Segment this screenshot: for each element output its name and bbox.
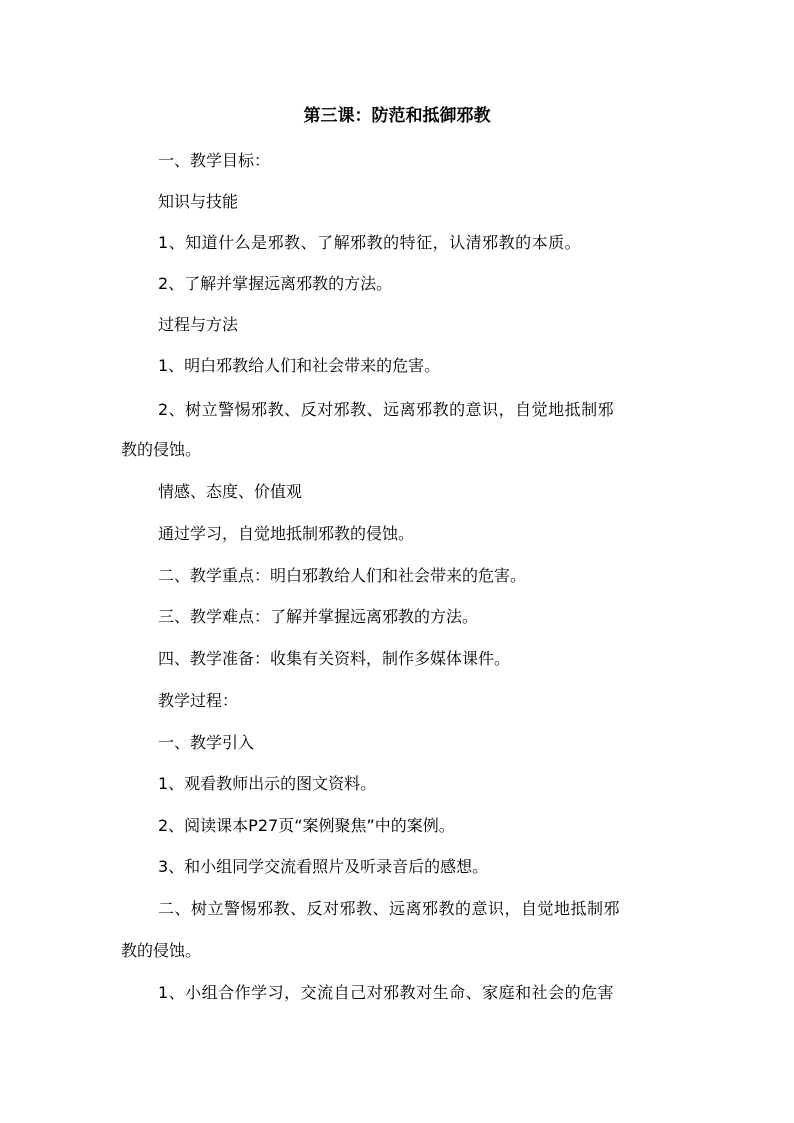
paragraph-line: 1、明白邪教给人们和社会带来的危害。 — [158, 356, 441, 375]
paragraph-line: 2、了解并掌握远离邪教的方法。 — [158, 274, 393, 293]
paragraph-line: 1、观看教师出示的图文资料。 — [158, 774, 377, 793]
subheading-process-method: 过程与方法 — [158, 315, 239, 334]
paragraph-line: 3、和小组同学交流看照片及听录音后的感想。 — [158, 857, 489, 876]
paragraph-line-continuation: 教的侵蚀。 — [121, 440, 202, 459]
subheading-knowledge-skills: 知识与技能 — [158, 192, 239, 211]
section-heading-key-point: 二、教学重点：明白邪教给人们和社会带来的危害。 — [158, 566, 527, 585]
section-heading-awareness: 二、树立警惕邪教、反对邪教、远离邪教的意识，自觉地抵制邪 — [158, 899, 621, 918]
section-heading-objectives: 一、教学目标： — [158, 151, 271, 170]
section-heading-introduction: 一、教学引入 — [158, 733, 255, 752]
paragraph-line: 2、阅读课本P27页“案例聚焦”中的案例。 — [158, 816, 455, 835]
document-title: 第三课：防范和抵御邪教 — [303, 106, 491, 126]
subheading-emotion-attitude-values: 情感、态度、价值观 — [158, 482, 303, 501]
paragraph-line: 1、小组合作学习，交流自己对邪教对生命、家庭和社会的危害 — [158, 983, 615, 1002]
paragraph-line: 通过学习，自觉地抵制邪教的侵蚀。 — [158, 524, 415, 543]
paragraph-line: 1、知道什么是邪教、了解邪教的特征，认清邪教的本质。 — [158, 233, 582, 252]
section-heading-difficulty: 三、教学难点：了解并掌握远离邪教的方法。 — [158, 607, 479, 626]
paragraph-line: 2、树立警惕邪教、反对邪教、远离邪教的意识，自觉地抵制邪 — [158, 400, 615, 419]
section-heading-process: 教学过程： — [158, 691, 239, 710]
section-heading-preparation: 四、教学准备：收集有关资料，制作多媒体课件。 — [158, 649, 511, 668]
paragraph-line-continuation: 教的侵蚀。 — [121, 941, 202, 960]
